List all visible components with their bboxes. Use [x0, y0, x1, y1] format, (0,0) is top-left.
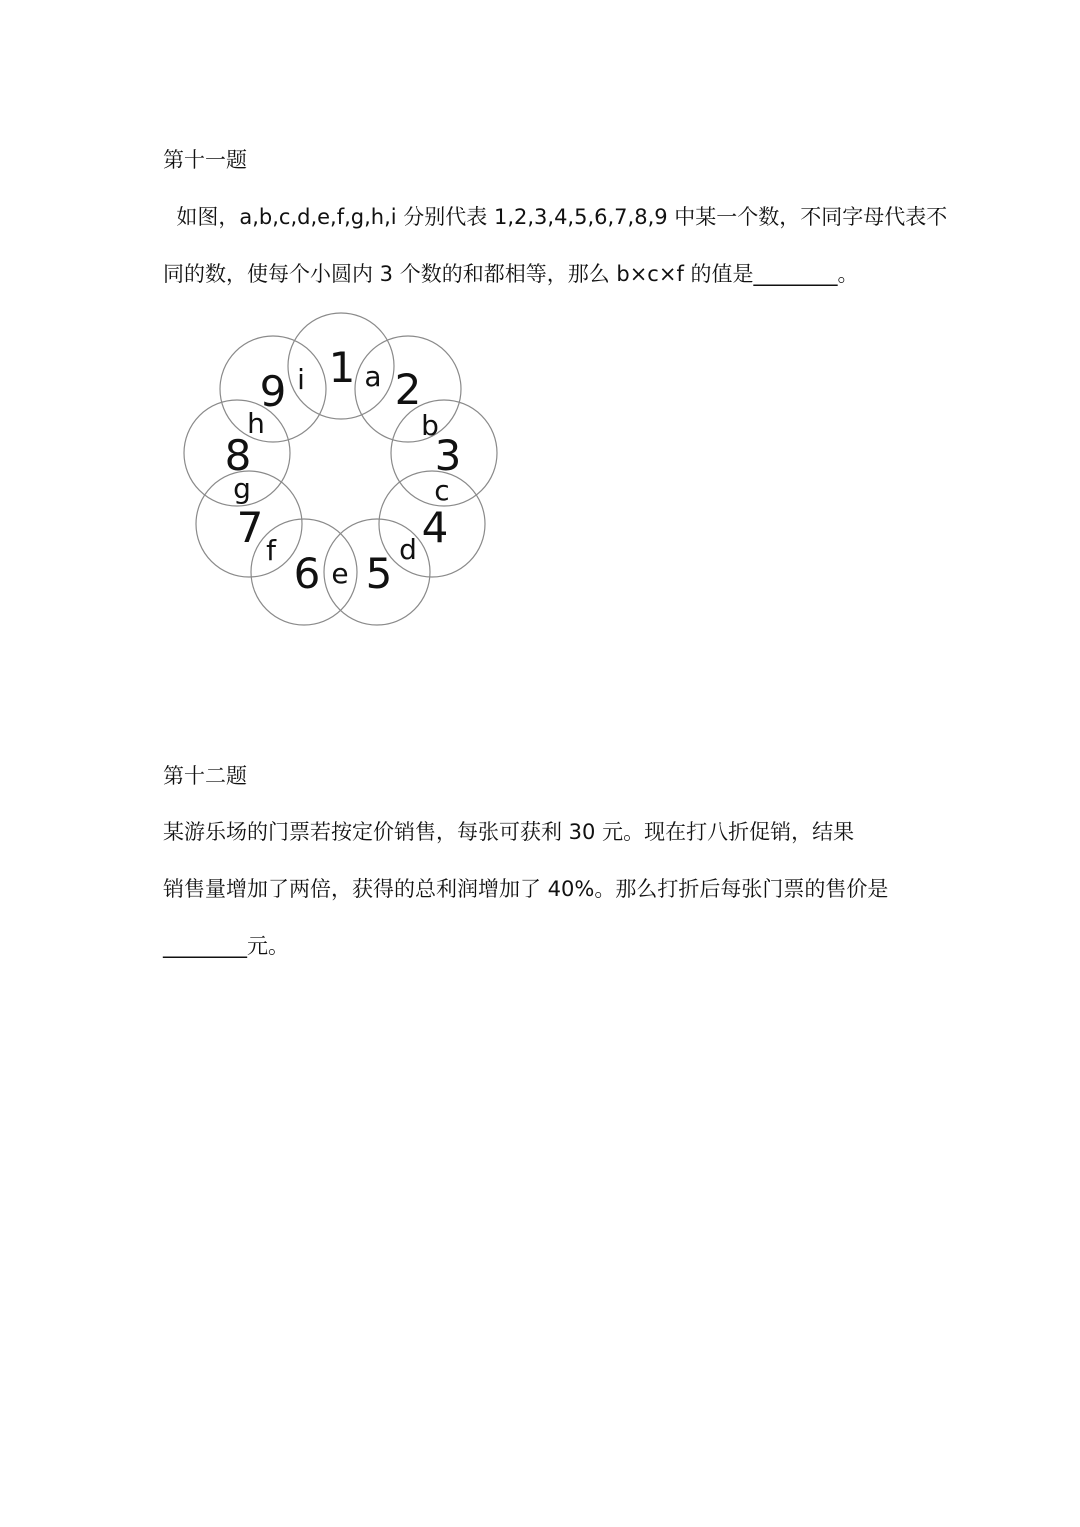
digit-2: 2 — [394, 365, 422, 414]
letter-a: a — [364, 360, 382, 393]
q12-text-line-3: ________元。 — [163, 934, 289, 958]
digit-8: 8 — [224, 431, 252, 480]
q12-text-line-1: 某游乐场的门票若按定价销售，每张可获利 30 元。现在打八折促销，结果 — [163, 820, 855, 844]
letter-f: f — [266, 534, 276, 567]
q12-title: 第十二题 — [163, 764, 247, 788]
digit-6: 6 — [293, 549, 321, 598]
letter-d: d — [399, 533, 417, 566]
letter-e: e — [331, 557, 349, 590]
letter-c: c — [434, 474, 450, 507]
q11-text-line-1: 如图，a,b,c,d,e,f,g,h,i 分别代表 1,2,3,4,5,6,7,8,9 中某一个数，不同字母代表不 — [163, 205, 948, 229]
digit-5: 5 — [365, 549, 393, 598]
digit-3: 3 — [434, 431, 462, 480]
letter-g: g — [233, 472, 251, 505]
letter-h: h — [247, 407, 265, 440]
letter-i: i — [297, 363, 305, 396]
q12-text-line-2: 销售量增加了两倍，获得的总利润增加了 40%。那么打折后每张门票的售价是 — [163, 877, 889, 901]
nine-circle-diagram — [170, 300, 510, 640]
q11-text-line-2: 同的数，使每个小圆内 3 个数的和都相等，那么 b×c×f 的值是________。 — [163, 262, 859, 286]
digit-4: 4 — [421, 503, 449, 552]
digit-9: 9 — [259, 367, 287, 416]
digit-1: 1 — [328, 343, 356, 392]
digit-7: 7 — [236, 503, 264, 552]
q11-title: 第十一题 — [163, 148, 247, 172]
letter-b: b — [421, 409, 439, 442]
